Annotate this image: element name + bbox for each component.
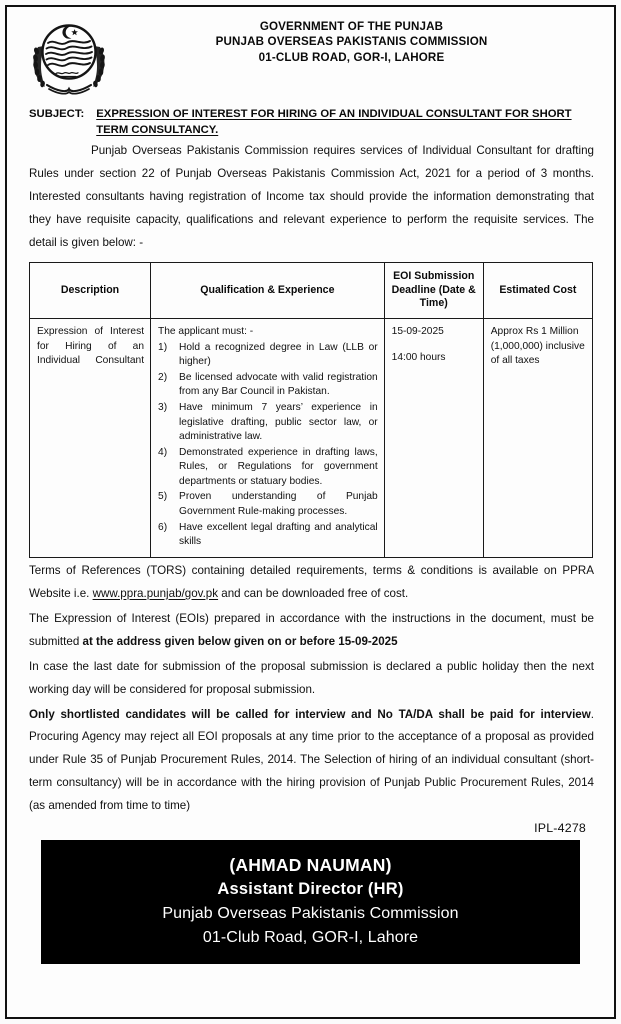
qualification-list bbox=[158, 341, 378, 550]
signature-block bbox=[41, 840, 580, 964]
signatory-address: 01-Club Road, GOR-I, Lahore bbox=[202, 928, 419, 946]
list-item-text: Be licensed advocate with valid registration from any Bar Council in Pakistan. bbox=[179, 371, 378, 398]
list-item bbox=[158, 521, 378, 550]
intro-area bbox=[19, 140, 602, 255]
tors-text-before-link: Terms of References (TORS) containing detailed requirements, terms & conditions is available on PPRA Website i.e. bbox=[29, 563, 594, 600]
list-item-text: Have excellent legal drafting and analytical skills bbox=[179, 521, 378, 548]
list-item-number: 5) bbox=[158, 491, 168, 503]
column-header-description: Description bbox=[30, 262, 151, 318]
eoi-details-table bbox=[29, 262, 593, 558]
eoi-submission-deadline-emphasis: at the address given below given on or before 15-09-2025 bbox=[82, 634, 398, 648]
list-item-number: 4) bbox=[158, 446, 168, 458]
list-item bbox=[158, 401, 378, 445]
list-item bbox=[158, 490, 378, 519]
list-item-text: Demonstrated experience in drafting laws, Rules, or Regulations for government departments or statuary bodies. bbox=[179, 446, 378, 487]
tors-paragraph bbox=[29, 560, 594, 606]
table-row bbox=[30, 319, 593, 558]
list-item-number: 1) bbox=[158, 341, 168, 353]
column-header-deadline: EOI Submission Deadline (Date & Time) bbox=[384, 262, 483, 318]
eoi-submission-paragraph bbox=[29, 608, 594, 654]
intro-paragraph: Punjab Overseas Pakistanis Commission requires services of Individual Consultant for drafting Rules under section 22 of Punjab Overseas Pakistanis Commission Act, 2021 for a period of 3 months. Interested consultants having registration of Income tax should provide the information demonstrating that they have requisite capacity, qualifications and relevant experience to perform the requisite services. The detail is given below: - bbox=[29, 144, 594, 249]
list-item bbox=[158, 341, 378, 370]
table-header-row bbox=[30, 262, 593, 318]
page-border-frame bbox=[5, 5, 616, 1019]
deadline-date: 15-09-2025 bbox=[391, 326, 444, 338]
shortlist-emphasis: Only shortlisted candidates will be called for interview and No TA/DA shall be paid for interview bbox=[29, 707, 591, 721]
list-item-text: Proven understanding of Punjab Government Rule-making processes. bbox=[179, 491, 378, 518]
signatory-organization: Punjab Overseas Pakistanis Commission bbox=[162, 905, 459, 923]
list-item bbox=[158, 371, 378, 400]
deadline-spacer bbox=[392, 340, 477, 351]
cell-deadline bbox=[384, 319, 483, 558]
punjab-government-emblem-icon bbox=[27, 17, 111, 95]
list-item-number: 6) bbox=[158, 521, 168, 533]
eoi-table-container bbox=[19, 262, 602, 558]
ppra-website-link[interactable]: www.ppra.punjab/gov.pk bbox=[92, 586, 219, 600]
qualification-lead-text: The applicant must: - bbox=[158, 326, 254, 338]
list-item-text: Hold a recognized degree in Law (LLB or higher) bbox=[179, 341, 378, 368]
letterhead-text-block bbox=[119, 15, 602, 65]
list-item bbox=[158, 446, 378, 490]
list-item-number: 3) bbox=[158, 402, 168, 414]
letterhead bbox=[19, 13, 602, 97]
emblem-container bbox=[19, 15, 119, 95]
commission-name-line: PUNJAB OVERSEAS PAKISTANIS COMMISSION bbox=[215, 35, 488, 49]
shortlist-paragraph bbox=[29, 704, 594, 819]
subject-label: SUBJECT: bbox=[29, 108, 85, 120]
cell-description: Expression of Interest for Hiring of an Individual Consultant bbox=[30, 319, 151, 558]
address-line: 01-CLUB ROAD, GOR-I, LAHORE bbox=[258, 50, 445, 64]
holiday-paragraph: In case the last date for submission of the proposal submission is declared a public holiday then the next working day will be considered for proposal submission. bbox=[29, 659, 594, 696]
shortlist-remaining-text: . Procuring Agency may reject all EOI proposals at any time prior to the acceptance of a proposal as provided under Rule 35 of Punjab Procurement Rules, 2014. The Selection of hiring of an individual consultant (short-term consultancy) will be in accordance with the hiring provision of Punjab Public Procurement Rules, 2014 (as amended from time to time) bbox=[29, 707, 594, 813]
list-item-number: 2) bbox=[158, 371, 168, 383]
column-header-estimated-cost: Estimated Cost bbox=[483, 262, 592, 318]
signatory-title: Assistant Director (HR) bbox=[217, 880, 404, 899]
deadline-time: 14:00 hours bbox=[391, 351, 446, 363]
notes-area bbox=[19, 560, 602, 818]
column-header-qualification: Qualification & Experience bbox=[151, 262, 385, 318]
signatory-name: (AHMAD NAUMAN) bbox=[229, 855, 392, 876]
subject-row bbox=[19, 106, 602, 138]
eoi-submission-text: The Expression of Interest (EOIs) prepared in accordance with the instructions in the document, must be submitted bbox=[29, 611, 594, 648]
subject-text: EXPRESSION OF INTEREST FOR HIRING OF AN INDIVIDUAL CONSULTANT FOR SHORT TERM CONSULTANCY. bbox=[96, 108, 572, 137]
govt-title-line: GOVERNMENT OF THE PUNJAB bbox=[259, 20, 444, 33]
cell-qualification bbox=[151, 319, 385, 558]
reference-code: IPL-4278 bbox=[534, 821, 586, 836]
cell-estimated-cost: Approx Rs 1 Million (1,000,000) inclusive of all taxes bbox=[483, 319, 592, 558]
tors-text-after-link: and can be downloaded free of cost. bbox=[218, 586, 409, 600]
list-item-text: Have minimum 7 years’ experience in legislative drafting, public sector law, or administrative law. bbox=[179, 402, 378, 443]
